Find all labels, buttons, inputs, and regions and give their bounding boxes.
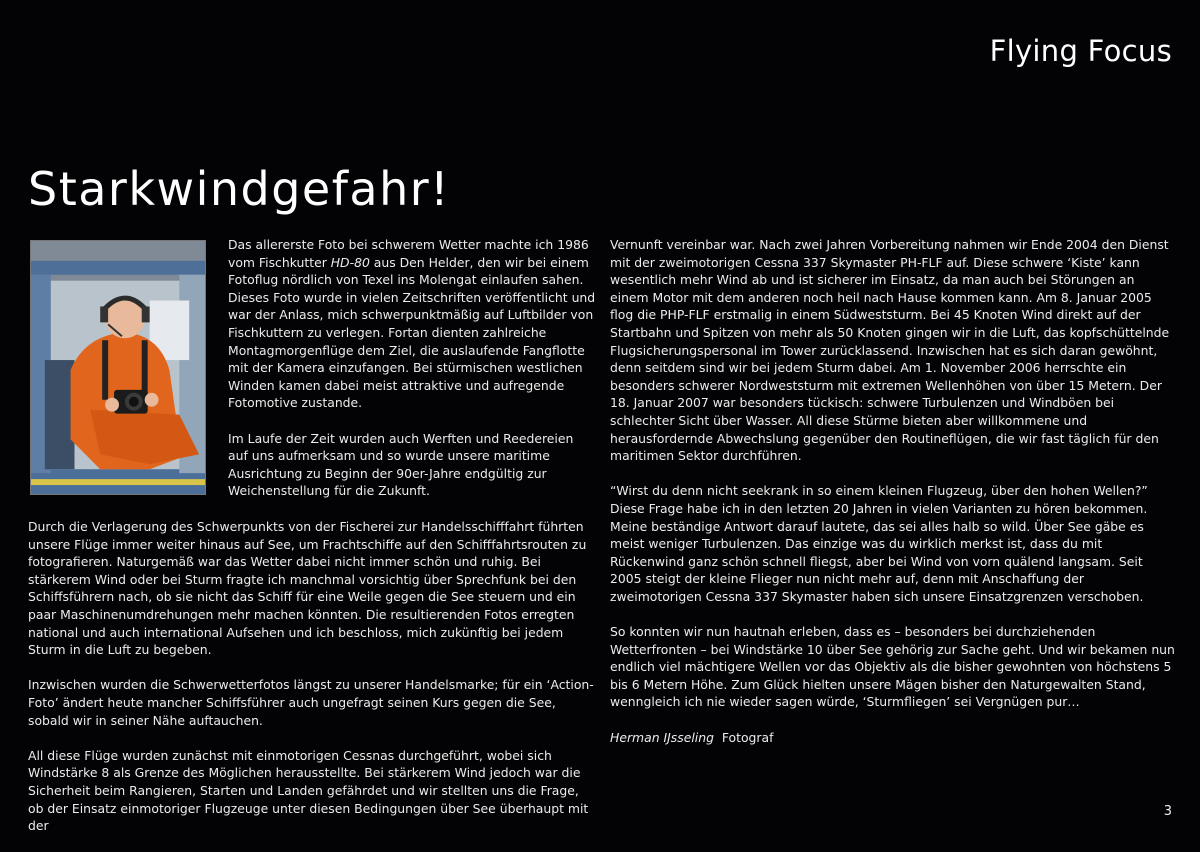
right-paragraph-3: So konnten wir nun hautnah erleben, dass es – besonders bei durchziehenden Wetterfronten – bei Windstärke 10 über See gehörig zur Sache geht. Und wir bekamen nun endlich viel mächtigere Wellen vor das Objektiv als die bisher gewohnten von höchstens 5 bis 6 Metern Höhe. Zum Glück hielten unsere Mägen bisher den Naturgewalten Stand, wenngleich ich nie wieder sagen würde, ‘Sturmfliegen’ sei Vergnügen pur… bbox=[610, 624, 1175, 710]
header-title: Flying Focus bbox=[989, 34, 1172, 68]
intro-paragraph-1: Das allererste Foto bei schwerem Wetter machte ich 1986 vom Fischkutter HD-80 aus Den Helder, den wir bei einem Fotoflug nördlich von Texel ins Molengat einlaufen sahen. Dieses Foto wurde in vielen Zeitschriften veröffentlicht und war der Anlass, mich schwerpunktmäßig auf Luftbilder von Fischkuttern zu verlegen. Fortan dienten zahlreiche Montagmorgenflüge dem Ziel, die auslaufende Fangflotte mit der Kamera einzufangen. Bei stürmischen westlichen Winden kamen dabei meist attraktive und aufregende Fotomotive zustande. bbox=[228, 237, 596, 411]
intro-column bbox=[228, 236, 596, 518]
boat-name: HD-80 bbox=[330, 254, 370, 270]
left-paragraph-3: All diese Flüge wurden zunächst mit einmotorigen Cessnas durchgeführt, wobei sich Windstärke 8 als Grenze des Möglichen herausstellte. Bei stärkerem Wind jedoch war die Sicherheit beim Rangieren, Starten und Landen gefährdet und wir stellten uns die Frage, ob der Einsatz einmotoriger Flugzeuge unter diesen Bedingungen über See überhaupt mit der bbox=[28, 747, 589, 834]
right-paragraph-1: Vernunft vereinbar war. Nach zwei Jahren Vorbereitung nahmen wir Ende 2004 den Dienst mit der zweimotorigen Cessna 337 Skymaster PH-FLF auf. Diese schwere ‘Kiste’ kann wesentlich mehr Wind ab und ist sicherer im Einsatz, da man auch bei Störungen an einem Motor mit dem anderen noch heil nach Hause kommen kann. Am 8. Januar 2005 flog die PHP-FLF erstmalig in einem Südweststurm. Bei 45 Knoten Wind direkt auf der Startbahn und Spitzen von mehr als 50 Knoten gingen wir in die Luft, das kopfschüttelnde Flugsicherungspersonal im Tower zurücklassend. Inzwischen hat es sich daran gewöhnt, denn seitdem sind wir bei jedem Sturm dabei. Am 1. November 2006 herrschte ein besonders schwerer Nordweststurm mit extremen Wellenhöhen von über 15 Metern. Der 18. Januar 2007 war besonders tückisch: schwere Turbulenzen und Windböen bei schlechter Sicht über Wasser. All diese Stürme bieten aber willkommene und herausfordernde Abwechslung gegenüber den Routineflügen, die wir fast täglich für den maritimen Sektor durchführen. bbox=[610, 237, 1170, 464]
right-column bbox=[610, 236, 1176, 764]
left-paragraph-1: Durch die Verlagerung des Schwerpunkts von der Fischerei zur Handelsschifffahrt führten unsere Flüge immer weiter hinaus auf See, um Frachtschiffe auf den Schifffahrtsrouten zu fotografieren. Naturgemäß war das Wetter dabei nicht immer schön und ruhig. Bei stärkerem Wind oder bei Sturm fragte ich manchmal vorsichtig über Sprechfunk bei den Schiffsführern nach, ob sie nicht das Schiff für eine Weile gegen die See steuern und ein paar Maschinenumdrehungen mehr machen könnten. Die resultierenden Fotos erregten national und auch international Aufsehen und ich beschloss, mich zukünftig bei jedem Sturm in die Luft zu begeben. bbox=[28, 519, 587, 658]
signature-role: Fotograf bbox=[721, 729, 774, 745]
page-title: Starkwindgefahr! bbox=[28, 162, 451, 216]
page-number: 3 bbox=[1163, 804, 1172, 819]
left-paragraph-2: Inzwischen wurden die Schwerwetterfotos längst zu unserer Handelsmarke; für ein ‘Action-Foto’ ändert heute mancher Schiffsführer auch ungefragt seinen Kurs gegen die See, sobald wir in seiner Nähe auftauchen. bbox=[28, 677, 594, 728]
right-paragraph-2: “Wirst du denn nicht seekrank in so einem kleinen Flugzeug, über den hohen Wellen?” Diese Frage habe ich in den letzten 20 Jahren in vielen Varianten zu hören bekommen. Meine beständige Antwort darauf lautete, das sei alles halb so wild. Über See gäbe es meist weniger Turbulenzen. Das einzige was du wirklich merkst ist, dass du mit Rückenwind ganz schön schnell fliegst, aber bei Wind von vorn quälend langsam. Seit 2005 steigt der kleine Flieger nun nicht mehr auf, denn mit Anschaffung der zweimotorigen Cessna 337 Skymaster haben sich unsere Einsatzgrenzen verschoben. bbox=[610, 483, 1148, 604]
photographer-photo bbox=[30, 240, 206, 495]
signature bbox=[610, 729, 1176, 747]
intro-paragraph-2: Im Laufe der Zeit wurden auch Werften und Reedereien auf uns aufmerksam und so wurde unsere maritime Ausrichtung zu Beginn der 90er-Jahre endgültig zur Weichenstellung für die Zukunft. bbox=[228, 430, 574, 499]
left-column bbox=[28, 518, 596, 852]
signature-name: Herman IJsseling bbox=[610, 729, 714, 745]
